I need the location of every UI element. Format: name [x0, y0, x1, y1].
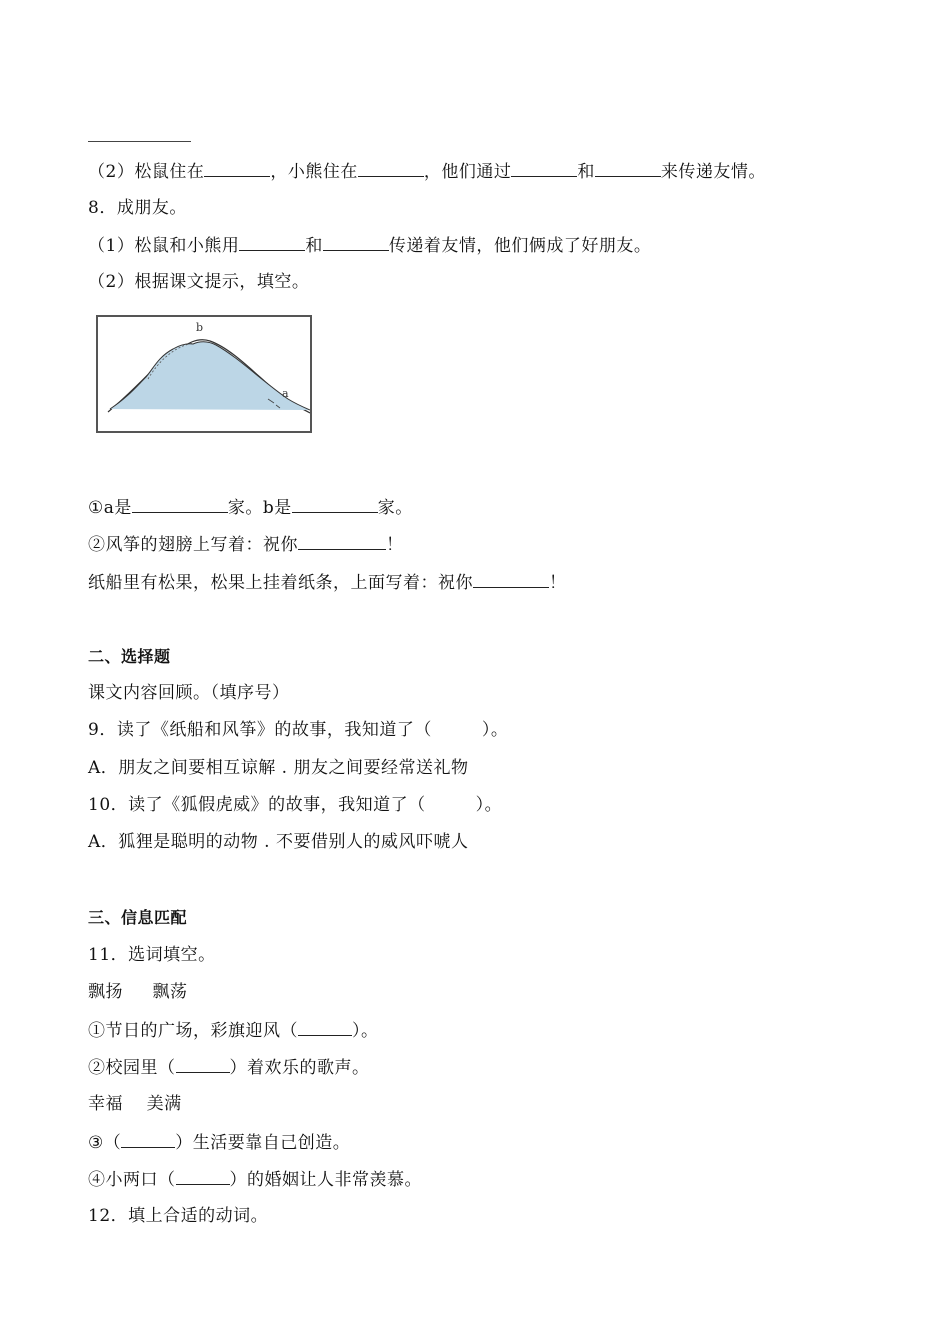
q8-part2: （2）根据课文提示，填空。	[88, 272, 310, 292]
q11-s3	[88, 1129, 350, 1155]
blank[interactable]	[176, 1166, 230, 1185]
q11-s4	[88, 1166, 422, 1192]
text: ）的婚姻让人非常羡慕。	[229, 1170, 422, 1190]
blank[interactable]	[204, 158, 270, 177]
blank[interactable]	[132, 494, 228, 513]
q11-words2: 幸福 美满	[88, 1094, 182, 1114]
q11-words1: 飘扬 飘荡	[88, 982, 188, 1002]
text: ②校园里（	[88, 1058, 176, 1078]
text: ③（	[88, 1133, 122, 1153]
q8-fill2	[88, 531, 404, 557]
q11-s1	[88, 1017, 379, 1043]
section3-heading: 三、信息匹配	[88, 908, 188, 927]
blank[interactable]	[595, 158, 661, 177]
section2-intro: 课文内容回顾。（填序号）	[88, 683, 290, 703]
blank[interactable]	[176, 1054, 230, 1073]
q8-fill3	[88, 569, 567, 595]
blank[interactable]	[511, 158, 577, 177]
hill-illustration	[98, 317, 310, 431]
blank[interactable]	[298, 531, 386, 550]
blank[interactable]	[121, 1129, 175, 1148]
text: ！	[549, 573, 567, 593]
text: ）生活要靠自己创造。	[175, 1133, 351, 1153]
q9-stem	[88, 718, 508, 742]
q8-title: 8．成朋友。	[88, 198, 187, 218]
blank[interactable]	[323, 232, 389, 251]
blank[interactable]	[473, 569, 549, 588]
q9-options: A．朋友之间要相互谅解 . 朋友之间要经常送礼物	[88, 758, 469, 778]
text: ）着欢乐的歌声。	[229, 1058, 370, 1078]
label-b: b	[196, 321, 204, 334]
text: ）。	[475, 795, 503, 815]
text: 家。	[377, 498, 413, 518]
q7-part2	[88, 158, 766, 184]
text: ①节日的广场，彩旗迎风（	[88, 1021, 298, 1041]
text: ①a是	[88, 498, 132, 518]
q10-stem	[88, 793, 502, 817]
text: 和	[577, 162, 595, 182]
label-a: a	[282, 387, 289, 400]
blank[interactable]	[358, 158, 424, 177]
text: ④小两口（	[88, 1170, 176, 1190]
text: ，小熊住在	[270, 162, 358, 182]
text: 传递着友情，他们俩成了好朋友。	[388, 236, 652, 256]
text: 10．读了《狐假虎威》的故事，我知道了（	[88, 795, 426, 815]
text: （1）松鼠和小熊用	[88, 236, 240, 256]
text: 9．读了《纸船和风筝》的故事，我知道了（	[88, 720, 432, 740]
section2-heading: 二、选择题	[88, 647, 171, 666]
q11-s2	[88, 1054, 370, 1080]
hill-figure	[96, 315, 312, 433]
text: 来传递友情。	[660, 162, 766, 182]
text: ，他们通过	[423, 162, 512, 182]
q8-fill1	[88, 494, 413, 520]
text: 和	[305, 236, 323, 256]
text: 家。b是	[227, 498, 292, 518]
text: （2）松鼠住在	[88, 162, 205, 182]
text: ）。	[352, 1021, 379, 1041]
q12-title: 12．填上合适的动词。	[88, 1206, 269, 1226]
blank[interactable]	[292, 494, 378, 513]
text: 纸船里有松果，松果上挂着纸条，上面写着：祝你	[88, 573, 473, 593]
text: ！	[386, 535, 404, 555]
answer-line	[88, 141, 191, 142]
q10-options: A．狐狸是聪明的动物 . 不要借别人的威风吓唬人	[88, 832, 469, 852]
q11-title: 11．选词填空。	[88, 945, 216, 965]
text: ②风筝的翅膀上写着：祝你	[88, 535, 298, 555]
blank[interactable]	[298, 1017, 352, 1036]
text: ）。	[481, 720, 509, 740]
q8-part1	[88, 232, 651, 258]
blank[interactable]	[239, 232, 305, 251]
